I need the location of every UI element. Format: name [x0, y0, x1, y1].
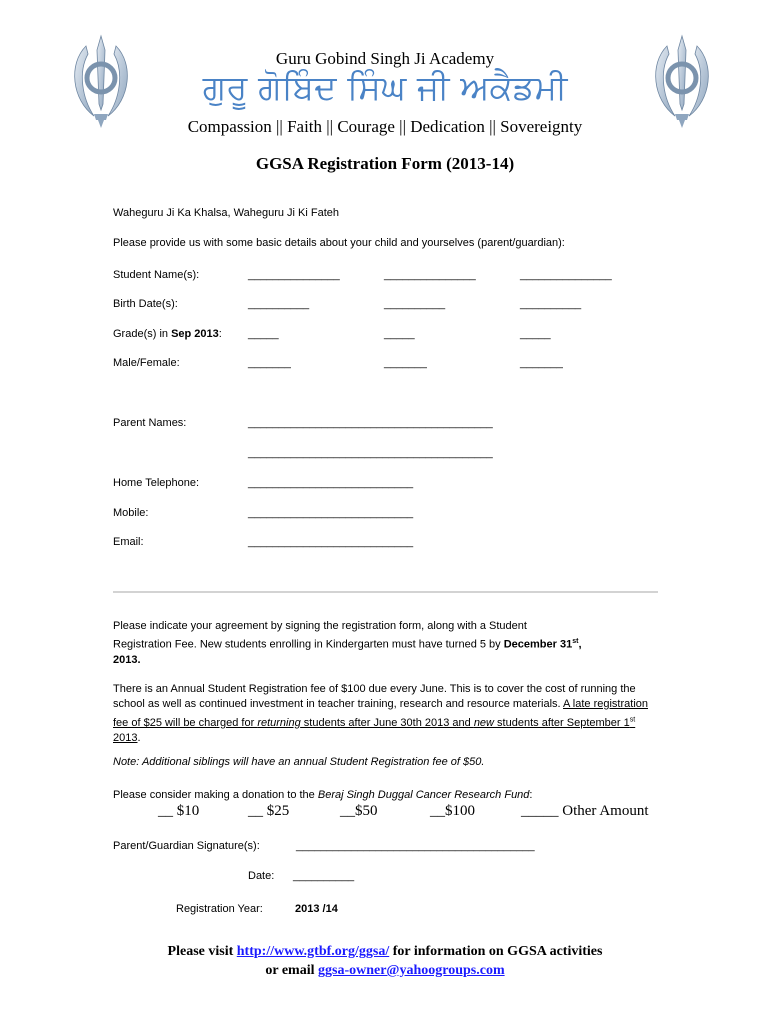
- grade-field-1[interactable]: _____: [248, 328, 279, 340]
- agreement-line-2-text: Registration Fee. New students enrolling in Kindergarten must have turned 5 by: [113, 638, 504, 651]
- donation-fund-name: Beraj Singh Duggal Cancer Research Fund: [317, 789, 530, 801]
- birth-date-field-3[interactable]: __________: [520, 298, 582, 310]
- greeting: Waheguru Ji Ka Khalsa, Waheguru Ji Ki Fateh: [113, 207, 340, 219]
- registration-year-value: 2013 /14: [295, 903, 338, 915]
- date-label: Date:: [248, 870, 275, 882]
- gender-field-3[interactable]: _______: [520, 357, 563, 369]
- sibling-note: Note: Additional siblings will have an annual Student Registration fee of $50.: [113, 756, 485, 768]
- registration-year-label: Registration Year:: [176, 903, 263, 915]
- home-telephone-label: Home Telephone:: [113, 477, 200, 489]
- parent-names-label: Parent Names:: [113, 417, 187, 429]
- birth-date-field-1[interactable]: __________: [248, 298, 310, 310]
- footer-visit-suffix: for information on GGSA activities: [389, 944, 603, 959]
- parent-names-field-2[interactable]: ________________________________________: [248, 447, 493, 459]
- late-fee-sup: st: [629, 716, 636, 723]
- ggsa-email-link[interactable]: ggsa-owner@yahoogroups.com: [318, 963, 505, 978]
- student-name-field-2[interactable]: _______________: [384, 269, 476, 281]
- late-fee-d: 2013: [113, 731, 138, 744]
- student-name-field-3[interactable]: _______________: [520, 269, 612, 281]
- agreement-line-1: Please indicate your agreement by signing the registration form, along with a Student: [113, 620, 527, 632]
- email-label: Email:: [113, 536, 144, 548]
- agreement-year: 2013.: [113, 653, 141, 666]
- footer: [0, 942, 770, 980]
- student-name-label: Student Name(s):: [113, 269, 200, 281]
- donation-option-100[interactable]: __$100: [430, 803, 475, 819]
- donation-option-25[interactable]: __ $25: [248, 803, 290, 819]
- email-field[interactable]: ___________________________: [248, 536, 414, 548]
- late-fee-a: A late registration fee of $25 will be charged for: [113, 698, 649, 729]
- late-fee-new: new: [473, 716, 494, 729]
- academy-name: Guru Gobind Singh Ji Academy: [275, 49, 495, 68]
- date-field[interactable]: __________: [293, 870, 355, 882]
- grade-label-year: Sep 2013: [171, 328, 219, 340]
- grade-label-prefix: Grade(s) in: [113, 328, 172, 340]
- agreement-deadline: December 31: [503, 638, 573, 651]
- donation-prompt: [113, 789, 532, 801]
- mobile-label: Mobile:: [113, 507, 149, 519]
- birth-date-field-2[interactable]: __________: [384, 298, 446, 310]
- footer-email-line: [0, 961, 770, 980]
- fees-paragraph: [113, 682, 653, 746]
- grade-label: [113, 328, 222, 340]
- section-divider: [113, 591, 658, 593]
- donation-prompt-suffix: :: [529, 789, 533, 801]
- gender-field-2[interactable]: _______: [384, 357, 427, 369]
- late-fee-b: students after June 30th 2013 and: [300, 716, 474, 729]
- footer-visit-line: [0, 942, 770, 961]
- academy-name-punjabi: ਗੁਰੂ ਗੋਬਿੰਦ ਸਿੰਘ ਜੀ ਅਕੈਡਮੀ: [202, 68, 568, 108]
- footer-visit-prefix: Please visit: [167, 944, 237, 959]
- home-telephone-field[interactable]: ___________________________: [248, 477, 414, 489]
- donation-option-10[interactable]: __ $10: [158, 803, 200, 819]
- values-motto: Compassion || Faith || Courage || Dedication || Sovereignty: [187, 117, 583, 136]
- birth-date-label: Birth Date(s):: [113, 298, 178, 310]
- donation-option-other[interactable]: _____ Other Amount: [521, 803, 649, 819]
- ggsa-website-link[interactable]: http://www.gtbf.org/ggsa/: [236, 944, 390, 959]
- gender-label: Male/Female:: [113, 357, 180, 369]
- agreement-deadline-sup: st: [572, 638, 579, 645]
- signature-label: Parent/Guardian Signature(s):: [113, 840, 260, 852]
- form-title: GGSA Registration Form (2013-14): [255, 154, 515, 173]
- mobile-field[interactable]: ___________________________: [248, 507, 414, 519]
- late-fee-end: .: [137, 731, 141, 744]
- instructions: Please provide us with some basic details about your child and yourselves (parent/guardian):: [113, 237, 565, 249]
- parent-names-field-1[interactable]: ________________________________________: [248, 417, 493, 429]
- late-fee-c: students after September 1: [494, 716, 630, 729]
- gender-field-1[interactable]: _______: [248, 357, 291, 369]
- grade-field-2[interactable]: _____: [384, 328, 415, 340]
- grade-field-3[interactable]: _____: [520, 328, 551, 340]
- agreement-paragraph: [113, 619, 582, 668]
- fees-text: There is an Annual Student Registration fee of $100 due every June. This is to cover the cost of running the school as well as continued investment in teacher training, research and resource materials.: [113, 683, 636, 710]
- donation-prompt-text: Please consider making a donation to the: [113, 789, 318, 801]
- student-name-field-1[interactable]: _______________: [248, 269, 340, 281]
- signature-field[interactable]: _______________________________________: [296, 840, 535, 852]
- agreement-line-2-end: ,: [578, 638, 582, 651]
- footer-email-prefix: or email: [265, 963, 318, 978]
- donation-option-50[interactable]: __$50: [340, 803, 378, 819]
- agreement-line-2: [113, 634, 582, 653]
- grade-label-suffix: :: [218, 328, 222, 340]
- late-fee-returning: returning: [257, 716, 301, 729]
